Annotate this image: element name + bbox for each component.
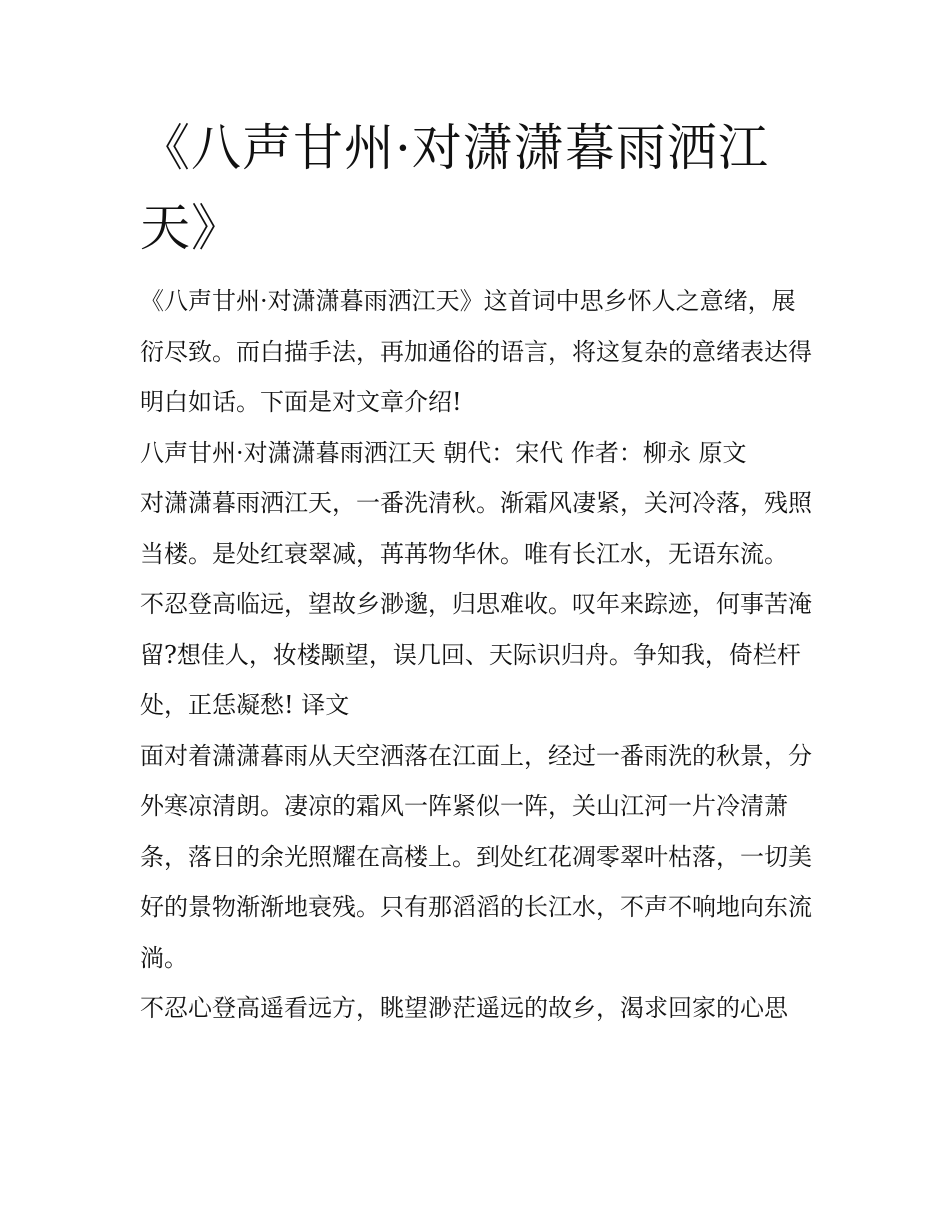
document-body <box>140 276 812 1034</box>
poem-stanza-2: 不忍登高临远，望故乡渺邈，归思难收。叹年来踪迹，何事苦淹留?想佳人，妆楼颙望，误几回、天际识归舟。争知我，倚栏杆处，正恁凝愁! 译文 <box>140 590 812 719</box>
intro-paragraph: 《八声甘州·对潇潇暮雨洒江天》这首词中思乡怀人之意绪，展衍尽致。而白描手法，再加通俗的语言，将这复杂的意绪表达得明白如话。下面是对文章介绍! <box>140 287 812 416</box>
document-title: 《八声甘州·对潇潇暮雨洒江天》 <box>140 119 769 257</box>
source-line: 八声甘州·对潇潇暮雨洒江天 朝代：宋代 作者：柳永 原文 <box>140 438 747 467</box>
translation-paragraph-1: 面对着潇潇暮雨从天空洒落在江面上，经过一番雨洗的秋景，分外寒凉清朗。凄凉的霜风一阵紧似一阵，关山江河一片冷清萧条，落日的余光照耀在高楼上。到处红花凋零翠叶枯落，一切美好的景物渐渐地衰残。只有那滔滔的长江水，不声不响地向东流淌。 <box>140 741 812 972</box>
poem-stanza-1: 对潇潇暮雨洒江天，一番洗清秋。渐霜风凄紧，关河冷落，残照当楼。是处红衰翠减，苒苒物华休。唯有长江水，无语东流。 <box>140 489 812 568</box>
translation-paragraph-2: 不忍心登高遥看远方，眺望渺茫遥远的故乡，渴求回家的心思 <box>140 994 788 1022</box>
